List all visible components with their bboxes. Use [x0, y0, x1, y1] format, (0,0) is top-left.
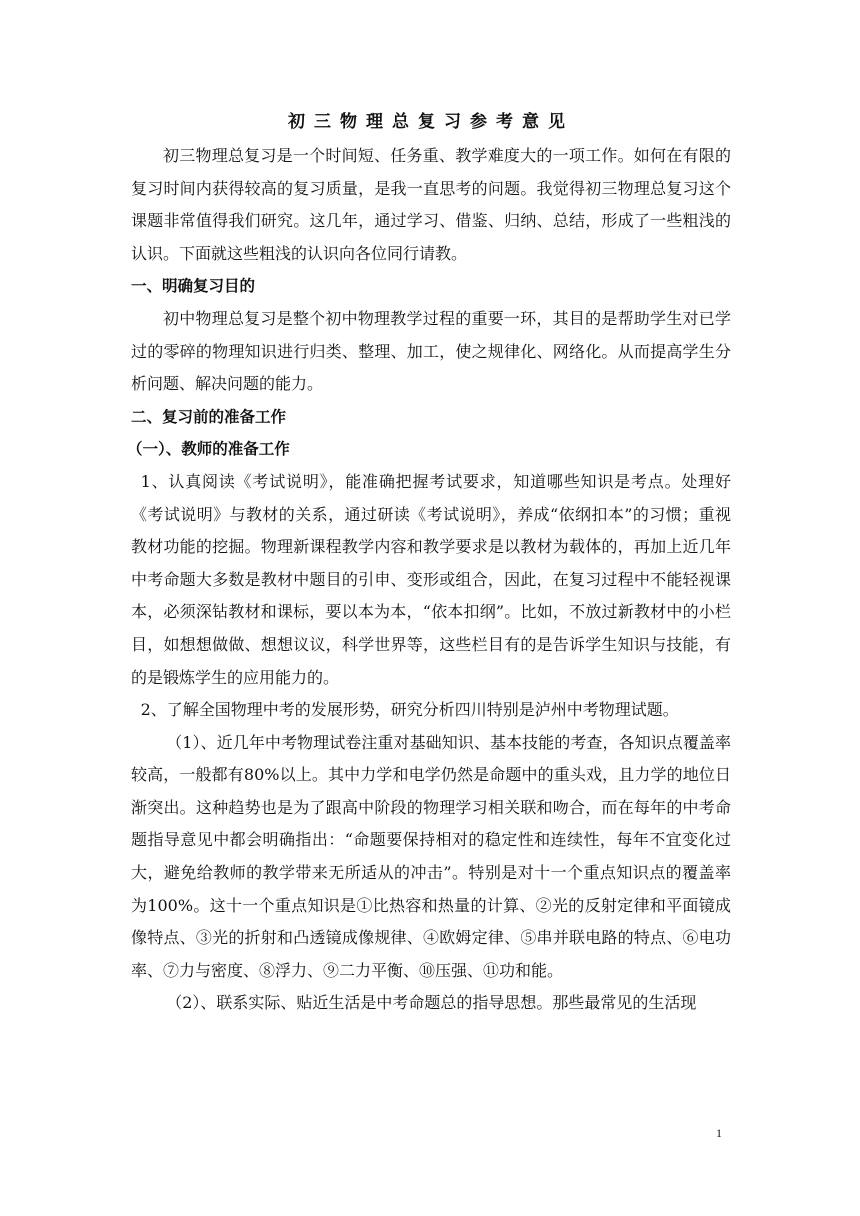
item-1-paragraph: 1、认真阅读《考试说明》，能准确把握考试要求，知道哪些知识是考点。处理好《考试说明》与教材的关系，通过研读《考试说明》，养成“依纲扣本”的习惯；重视教材功能的挖掘。物理新课程教学内容和教学要求是以教材为载体的，再加上近几年中考命题大多数是教材中题目的引申、变形或组合，因此，在复习过程中不能轻视课本，必须深钻教材和课标，要以本为本，“依本扣纲”。比如，不放过新教材中的小栏目，如想想做做、想想议议，科学世界等，这些栏目有的是告诉学生知识与技能，有的是锻炼学生的应用能力的。 — [131, 471, 731, 687]
subsection-heading-teacher: （一）、教师的准备工作 — [127, 440, 290, 459]
section-1-paragraph: 初中物理总复习是整个初中物理教学过程的重要一环，其目的是帮助学生对已学过的零碎的物理知识进行归类、整理、加工，使之规律化、网络化。从而提高学生分析问题、解决问题的能力。 — [131, 308, 731, 394]
section-heading-2: 二、复习前的准备工作 — [131, 407, 287, 426]
intro-paragraph: 初三物理总复习是一个时间短、任务重、教学难度大的一项工作。如何在有限的复习时间内获得较高的复习质量，是我一直思考的问题。我觉得初三物理总复习这个课题非常值得我们研究。这几年，通过学习、借鉴、归纳、总结，形成了一些粗浅的认识。下面就这些粗浅的认识向各位同行请教。 — [131, 146, 731, 263]
point-2-paragraph: （2）、联系实际、贴近生活是中考命题总的指导思想。那些最常见的生活现 — [166, 993, 697, 1013]
item-2-paragraph: 2、了解全国物理中考的发展形势，研究分析四川特别是泸州中考物理试题。 — [140, 700, 679, 720]
document-title: 初三物理总复习参考意见 — [288, 112, 574, 132]
page-number: 1 — [716, 1126, 722, 1140]
point-1-paragraph: （1）、近几年中考物理试卷注重对基础知识、基本技能的考查，各知识点覆盖率较高，一般都有80%以上。其中力学和电学仍然是命题中的重头戏，且力学的地位日渐突出。这种趋势也是为了跟高中阶段的物理学习相关联和吻合，而在每年的中考命题指导意见中都会明确指出：“命题要保持相对的稳定性和连续性，每年不宜变化过大，避免给教师的教学带来无所适从的冲击”。特别是对十一个重点知识点的覆盖率为100%。这十一个重点知识是①比热容和热量的计算、②光的反射定律和平面镜成像特点、③光的折射和凸透镜成像规律、④欧姆定律、⑤串并联电路的特点、⑥电功率、⑦力与密度、⑧浮力、⑨二力平衡、⑩压强、⑪功和能。 — [131, 732, 731, 980]
document-page — [127, 104, 731, 1020]
section-heading-1: 一、明确复习目的 — [131, 277, 256, 296]
